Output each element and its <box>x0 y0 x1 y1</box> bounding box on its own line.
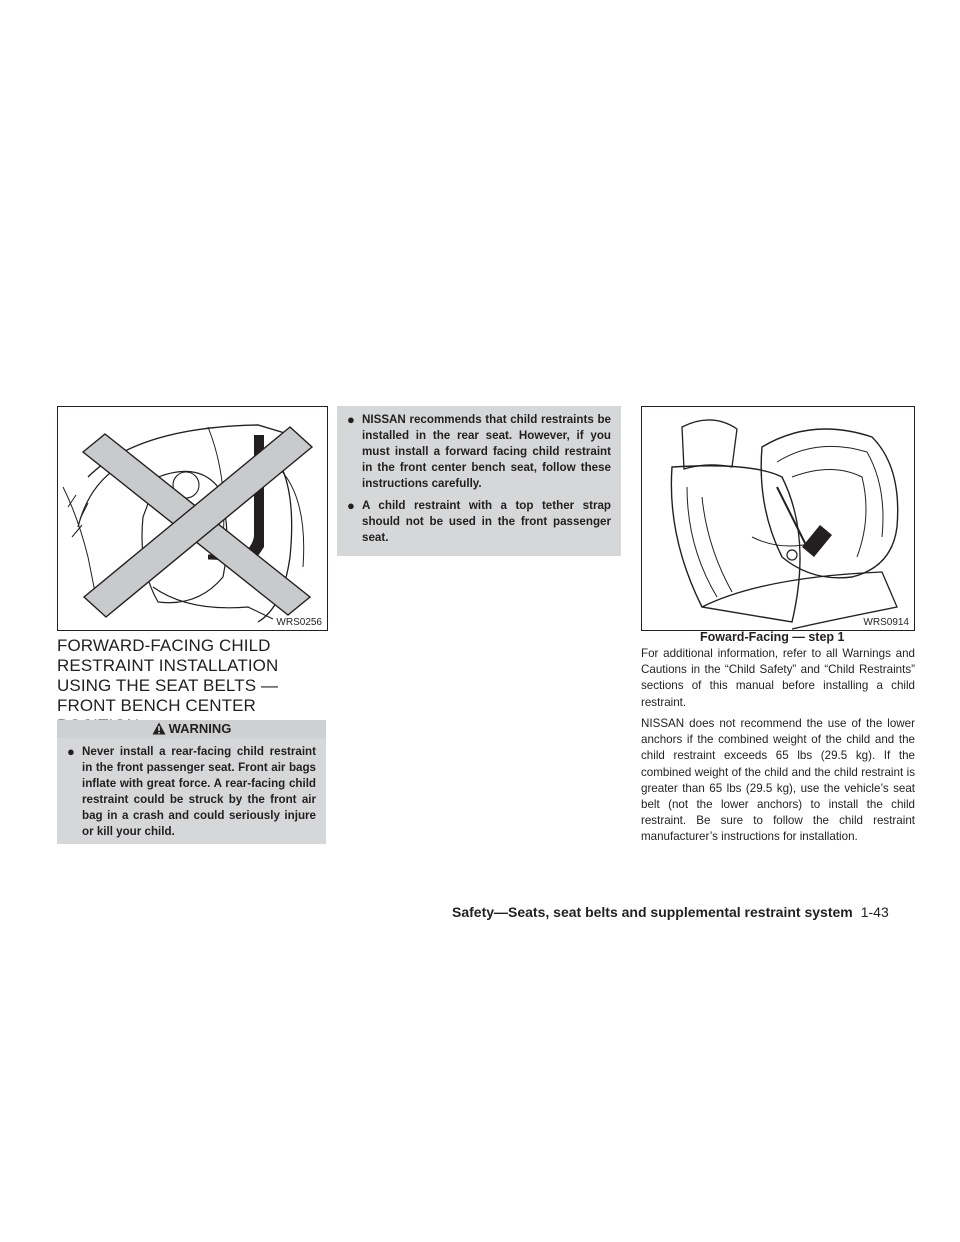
warning-item <box>67 744 316 840</box>
figure-left-crossed-out-seat <box>57 406 328 631</box>
figure-code: WRS0914 <box>863 617 909 628</box>
warning-item <box>347 498 611 546</box>
warning-box <box>57 720 326 844</box>
body-paragraph: NISSAN does not recommend the use of the lower anchors if the combined weight of the child and the child restraint exceeds 65 lbs (29.5 kg). If the combined weight of the child and the child restraint is greater than 65 lbs (29.5 kg), use the vehicle’s seat belt (not the lower anchors) to install the child restraint. Be sure to follow the child restraint manufacturer’s instructions for installation. <box>641 717 915 844</box>
warning-text: NISSAN recommends that child restraints be installed in the rear seat. However, if you must install a forward facing child restraint in the front center bench seat, follow these instructions carefully. <box>362 413 611 490</box>
footer-section-title: Safety—Seats, seat belts and supplemental restraint system <box>452 904 853 920</box>
body-paragraph: For additional information, refer to all Warnings and Cautions in the “Child Safety” and “Child Restraints” sections of this manual before installing a child restraint. <box>641 647 915 709</box>
page-number: 1-43 <box>860 904 889 920</box>
section-title: FORWARD-FACING CHILD RESTRAINT INSTALLATION USING THE SEAT BELTS — FRONT BENCH CENTER <box>57 636 279 715</box>
warning-text: A child restraint with a top tether strap should not be used in the front passenger seat. <box>362 499 611 544</box>
warning-text: Never install a rear-facing child restraint in the front passenger seat. Front air bags inflate with great force. A rear-facing child restraint could be struck by the front air bag in a crash and could seriously injure or kill your child. <box>82 745 316 838</box>
warning-triangle-icon <box>152 722 166 740</box>
warning-label: WARNING <box>168 721 232 736</box>
page-footer <box>452 904 889 920</box>
warning-item <box>347 412 611 492</box>
bullet-icon: ● <box>67 744 75 759</box>
warning-heading <box>57 720 326 738</box>
child-seat-illustration <box>642 407 914 630</box>
figure-code: WRS0256 <box>276 617 322 628</box>
bullet-icon: ● <box>347 498 355 513</box>
warning-box-continued <box>337 406 621 556</box>
crossed-out-illustration <box>58 407 327 630</box>
bullet-icon: ● <box>347 412 355 427</box>
figure-right-child-seat <box>641 406 915 631</box>
figure-caption: Foward-Facing — step 1 <box>700 630 845 644</box>
